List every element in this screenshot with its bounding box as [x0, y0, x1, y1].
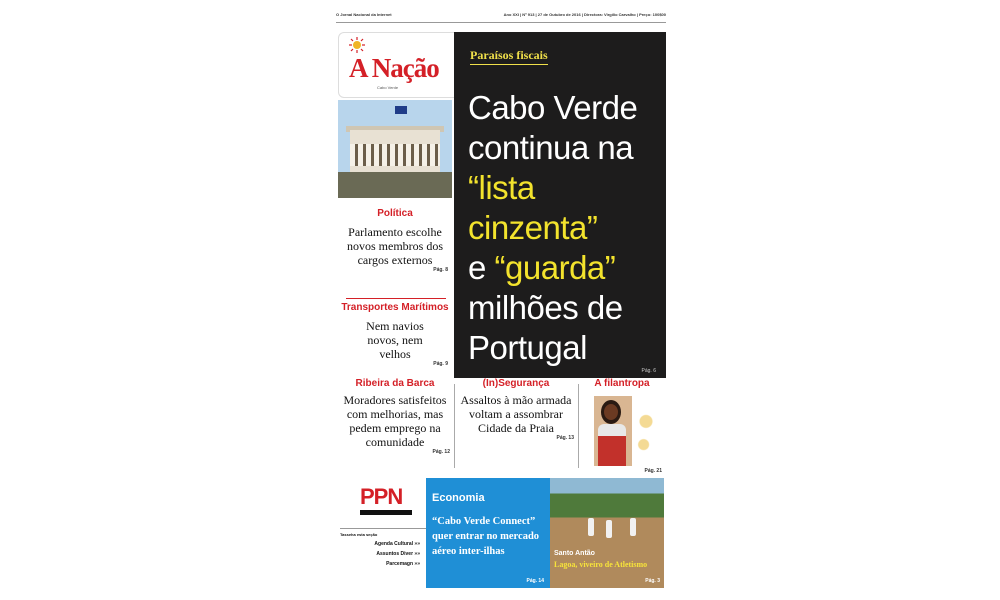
runner-shape: [606, 520, 612, 538]
lead-kicker: Paraísos fiscais: [470, 48, 548, 65]
filantropa-kicker: A filantropa: [594, 378, 650, 389]
runner-shape: [630, 518, 636, 536]
section-item[interactable]: Agenda Cultural »»: [374, 541, 420, 547]
divider: [340, 528, 428, 529]
transportes-page: Pág. 9: [433, 361, 448, 367]
desporto-story[interactable]: [550, 478, 664, 588]
lead-line-4a: e: [468, 249, 495, 286]
inseguranca-story[interactable]: [458, 378, 574, 478]
runner-shape: [588, 518, 594, 536]
face-shape: [604, 404, 618, 420]
filantropa-photo[interactable]: [594, 396, 632, 466]
lead-story[interactable]: [454, 32, 666, 378]
ppn-box[interactable]: [338, 478, 426, 588]
inseguranca-kicker: (In)Segurança: [482, 378, 550, 389]
logo-subtitle: Cabo Verde: [377, 85, 399, 90]
ppn-subtitle-bar: [360, 510, 412, 515]
lead-line-6: Portugal: [468, 329, 587, 366]
inseguranca-headline: Assaltos à mão armada voltam a assombrar Cidade da Praia: [460, 393, 572, 435]
building-columns: [350, 144, 440, 166]
section-item[interactable]: Parcemagn »»: [386, 561, 420, 567]
divider: [346, 298, 446, 299]
inseguranca-page: Pág. 13: [556, 435, 574, 441]
building-base: [338, 172, 452, 198]
ribeira-headline: Moradores satisfeitos com melhorias, mas pedem emprego na comunidade: [343, 393, 447, 449]
economia-story[interactable]: [426, 478, 550, 588]
flag-shape: [395, 106, 407, 114]
desporto-page: Pág. 3: [645, 578, 660, 584]
economia-headline: “Cabo Verde Connect” quer entrar no mercado aéreo inter-ilhas: [432, 516, 540, 557]
lead-headline: [468, 88, 664, 368]
header-divider: [336, 22, 666, 23]
parliament-photo[interactable]: [338, 100, 452, 198]
ppn-logo: PPN: [360, 484, 403, 509]
transportes-story[interactable]: [338, 302, 452, 367]
header-strip: [336, 12, 666, 22]
decoration-shape: [634, 404, 658, 462]
lead-line-3: “lista cinzenta”: [468, 169, 598, 246]
politica-story[interactable]: [338, 208, 452, 273]
ribeira-story[interactable]: [340, 378, 450, 478]
lead-line-2: continua na: [468, 129, 634, 166]
economia-kicker: Economia: [432, 492, 485, 504]
lead-line-4: [468, 248, 664, 288]
politica-kicker: Política: [377, 208, 413, 219]
economia-page: Pág. 14: [526, 578, 544, 584]
desporto-headline: Lagoa, viveiro de Atletismo: [554, 560, 648, 569]
desporto-kicker: Santo Antão: [554, 550, 595, 557]
sections-head: Tasseha esta seção: [340, 532, 378, 537]
transportes-kicker: Transportes Marítimos: [341, 302, 449, 313]
transportes-headline: Nem navios novos, nem velhos: [366, 319, 424, 361]
dress-shape: [598, 436, 626, 466]
ribeira-page: Pág. 12: [432, 449, 450, 455]
newspaper-logo: A Nação: [349, 53, 439, 83]
column-divider: [578, 384, 579, 468]
header-right-text: Ano XXI | Nº 913 | 27 de Outubro de 2016 | Directora: Virgílio Carvalho | Preço: 100$00: [503, 12, 666, 17]
lead-line-1: Cabo Verde: [468, 89, 638, 126]
politica-headline: Parlamento escolhe novos membros dos cargos externos: [347, 225, 443, 267]
lead-page-ref: Pág. 6: [641, 368, 656, 374]
lead-line-5: milhões de: [468, 289, 623, 326]
politica-page: Pág. 8: [433, 267, 448, 273]
section-item[interactable]: Assuntos Diver »»: [376, 551, 420, 557]
header-left-text: O Jornal Nacional da Internet: [336, 12, 392, 17]
ribeira-kicker: Ribeira da Barca: [355, 378, 435, 389]
sun-logo-icon: [349, 37, 365, 53]
filantropa-page: Pág. 21: [644, 468, 662, 474]
column-divider: [454, 384, 455, 468]
sections-list: [340, 532, 428, 567]
lead-line-4b: “guarda”: [494, 249, 616, 286]
newspaper-front-page: [336, 8, 666, 588]
masthead[interactable]: [338, 32, 460, 98]
